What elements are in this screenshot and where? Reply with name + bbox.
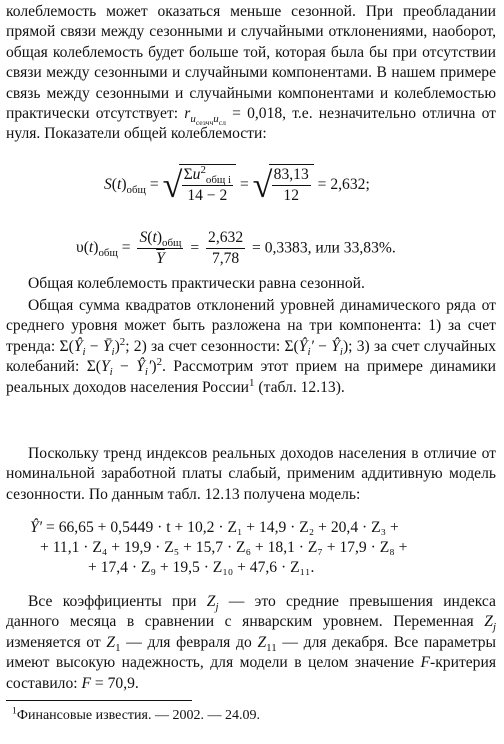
paragraph-conclusion: Общая колеблемость практически равна сезонной. — [28, 275, 365, 292]
correlation-value-text: = 0,018, т.е. незначительно отлична от нуля. Показатели общей колеблемости: — [6, 105, 496, 143]
paragraph-coefficients: Все коэффициенты при $Z_j$ — это средние превышения индекса данного месяца в сравнении с январским уровнем. Переменная $Z_j$ изменяется от $Z_1$ — для февраля до $Z_{11}$ — для декабря. Все параметры имеют высокую надежность, для модели в целом значение F-критерия составило: F = 70,9. — [6, 593, 497, 692]
model-line-1: Ŷ′ = 66,65 + 0,5449 · t + 10,2 · Z₁ + 14,9 · Z₂ + 20,4 · Z₃ + — [30, 519, 399, 536]
formula-total-variation: $\upsilon(t)_{общ}$ = $\frac{S(t)_{общ}}{Y}$ = $\frac{2,632}{7,78}$ = 0,3383, или 33,83%. — [76, 229, 396, 268]
formula-total-std: $S(t)_{общ}$ = √ $\frac{\Sigma u^2_{общ i}}{14 - 2}$ = √ $\frac{83,13}{12}$ = 2,632; — [104, 163, 370, 205]
footnote-rule — [6, 700, 192, 701]
footnote: $^1$Финансовые известия. — 2002. — 24.09. — [12, 705, 260, 723]
paragraph-seasonal-variation — [6, 2, 496, 145]
paragraph-sum-of-squares: Общая сумма квадратов отклонений уровней динамического ряда от среднего уровня может быть разложена на три компонента: 1) за счет тренда: $\Sigma(Ŷ_i$ − $Ȳ_i)^2$; 2) за счет сезонности: $\Sigma(Ŷ_i'$ − $Ŷ_i$); 3) за счет случайных колебаний: $\Sigma(Y_i$ − $Ŷ_i')^2$. Рассмотрим этот прием на примере динамики реальных доходов населения России$^1$ (табл. 12.13). — [6, 297, 496, 396]
correlation-symbol: $r_{u_{сезчч}u_{сл}}$ — [184, 105, 226, 128]
paragraph-model-intro: Поскольку тренд индексов реальных доходов населения в отличие от номинальной заработной платы слабый, применим аддитивную модель сезонности. По данным табл. 12.13 получена модель: — [6, 445, 496, 503]
paragraph-text: колеблемость может оказаться меньше сезонной. При преобладании прямой связи между сезонными и случайными отклонениями, наоборот, общая колеблемость будет больше той, которая была бы при отсутствии связи между сезонными и случайными компонентами. В нашем примере связь между сезонными и случайными компонентами и колеблемостью практически отсутствует: — [6, 3, 496, 123]
model-line-3: + 17,4 · Z₉ + 19,5 · Z₁₀ + 47,6 · Z₁₁. — [88, 559, 315, 576]
model-line-2: + 11,1 · Z₄ + 19,9 · Z₅ + 15,7 · Z₆ + 18,1 · Z₇ + 17,9 · Z₈ + — [40, 539, 408, 556]
